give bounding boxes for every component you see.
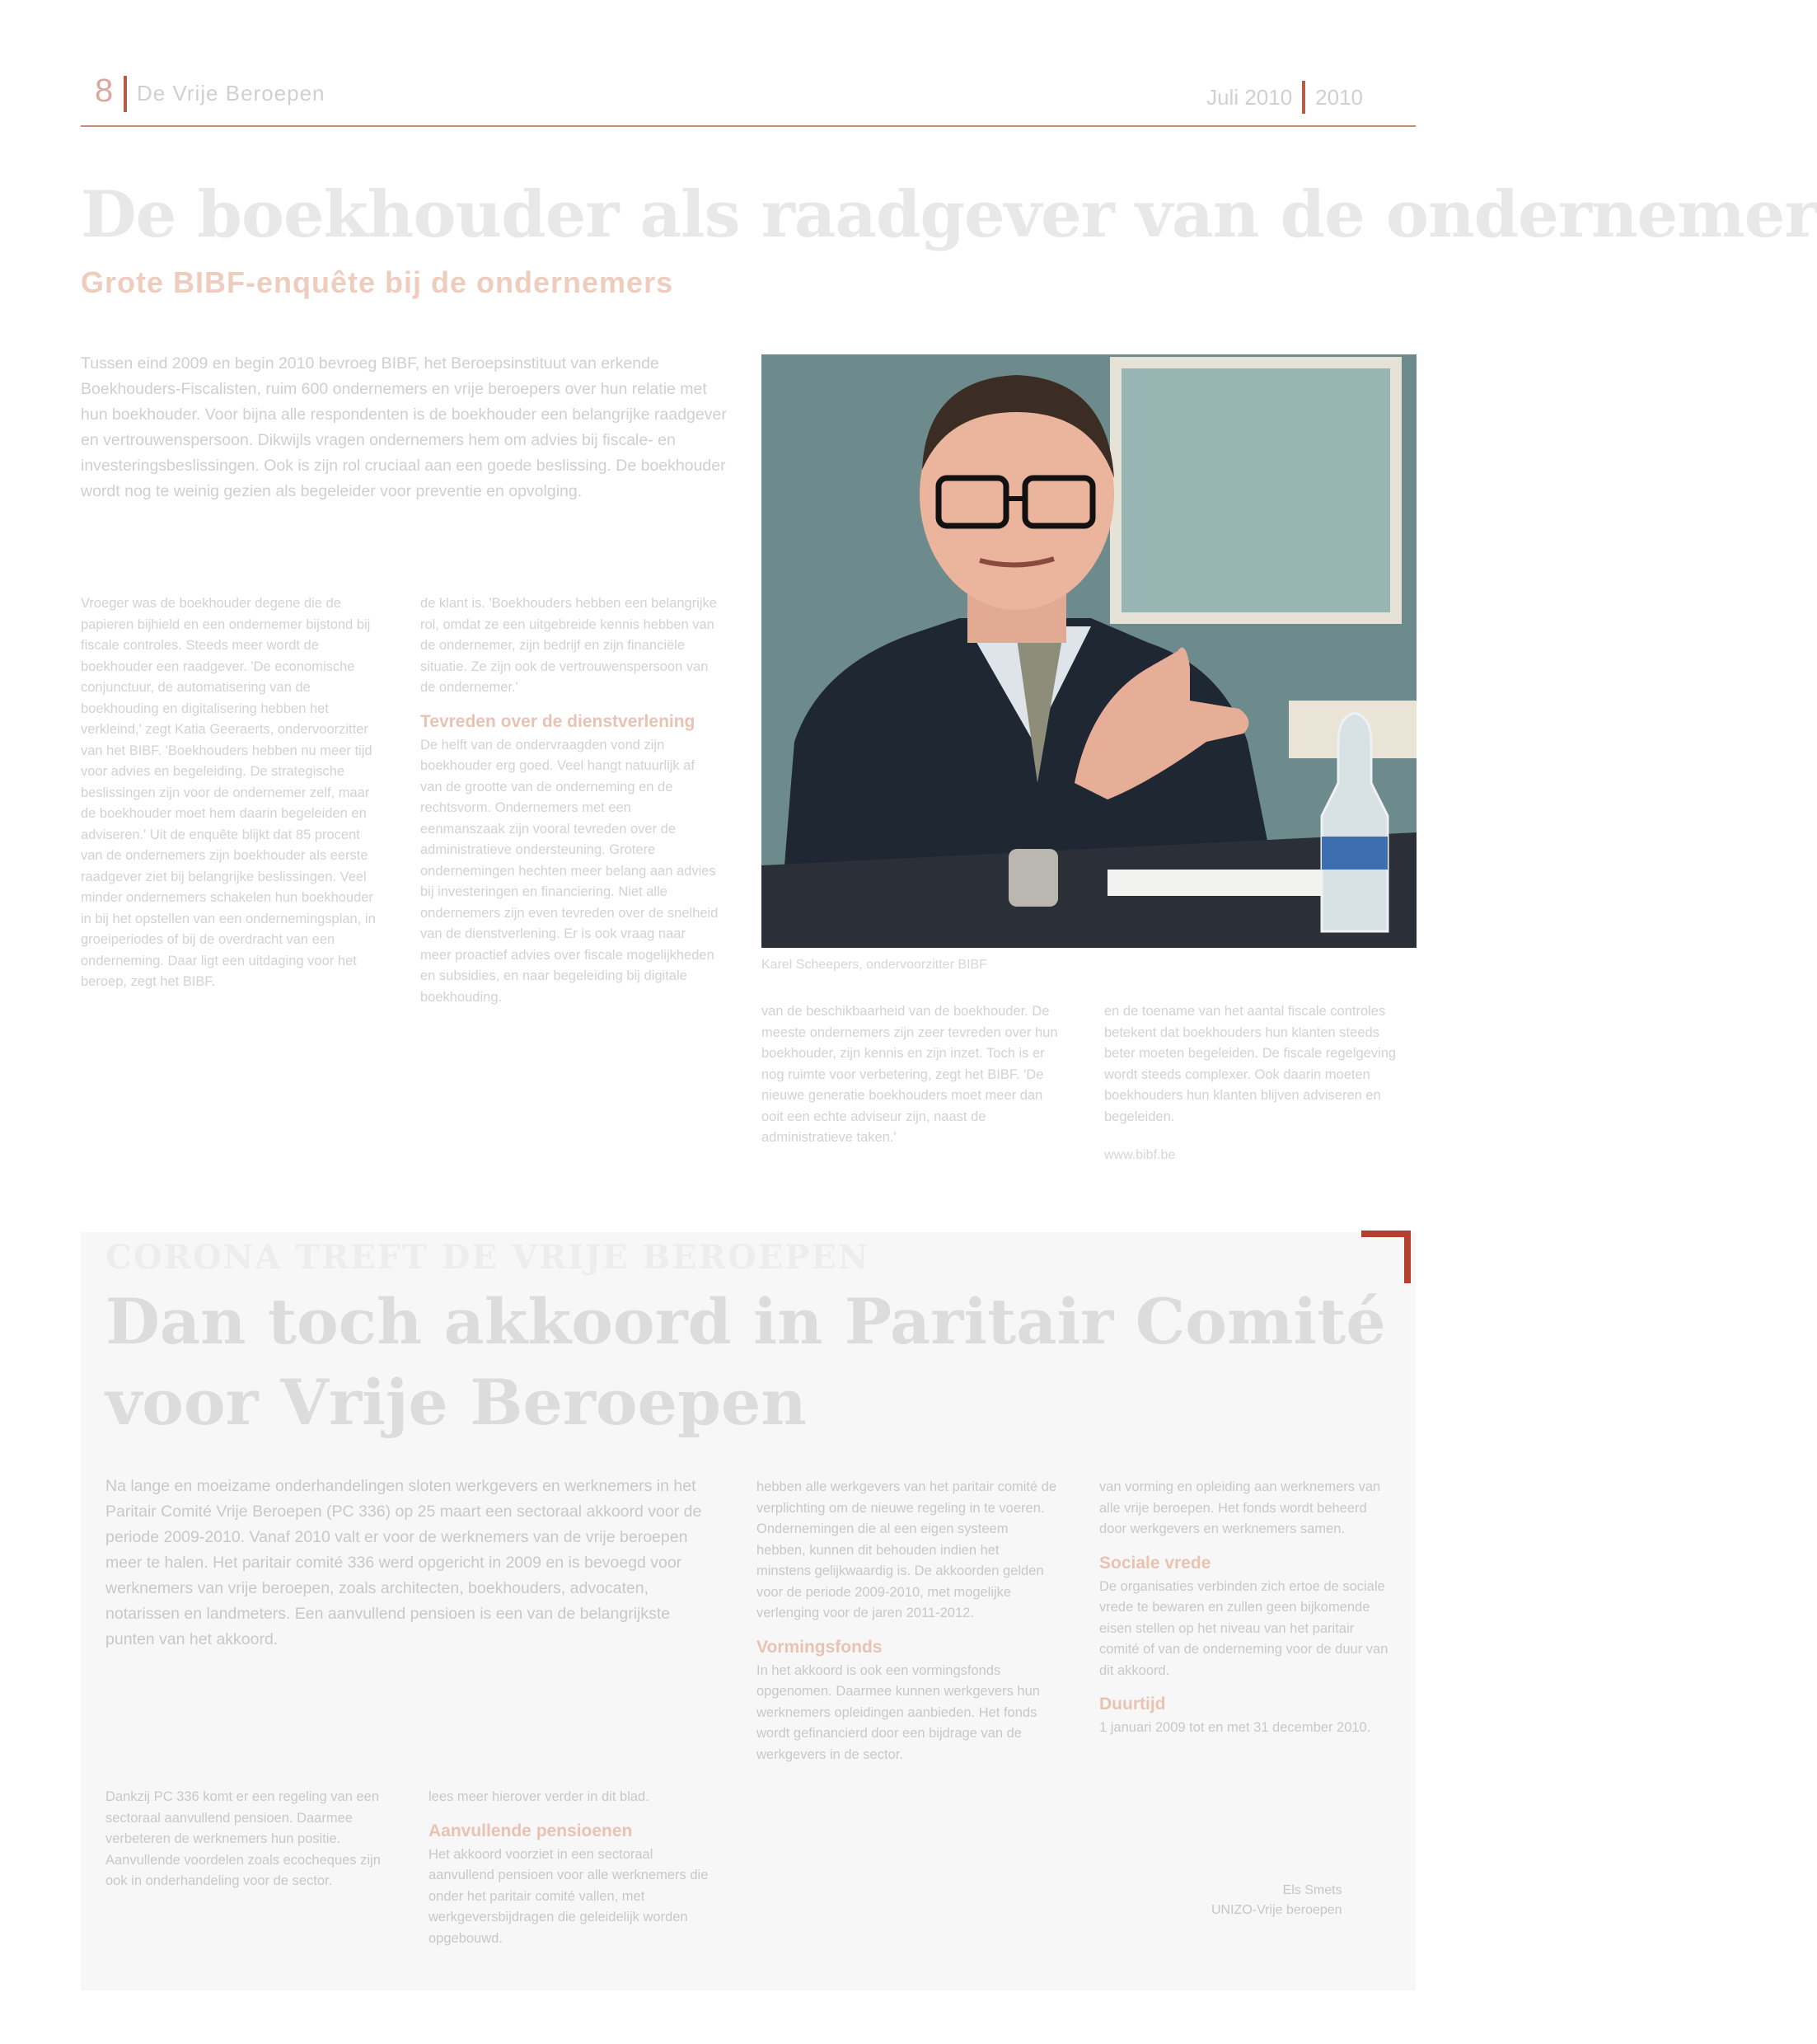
- article2-col4-body-2: 1 januari 2009 tot en met 31 december 2010.: [1099, 1720, 1371, 1735]
- photo-caption: Karel Scheepers, ondervoorzitter BIBF: [761, 958, 987, 972]
- article2-column-3: [756, 1477, 1057, 1963]
- article2-col4-body: De organisaties verbinden zich ertoe de sociale vrede te bewaren en zullen geen bijkomende eisen stellen op het niveau van het paritair comité of van de onderneming voor de duur van dit akkoord.: [1099, 1578, 1389, 1678]
- article1-column-4: [1104, 1001, 1413, 1125]
- header-divider: [124, 76, 127, 112]
- issue-date: Juli 2010: [1206, 84, 1293, 110]
- article1-title: De boekhouder als raadgever van de ondernemer: [81, 177, 1817, 252]
- article2-col3-intro: hebben alle werkgevers van het paritair comité de verplichting om de nieuwe regeling in te voeren. Ondernemingen die al een eigen systeem hebben, kunnen dit behouden indien het minstens gelijkwaardig is. De akkoorden gelden voor de periode 2009-2010, met mogelijke verlenging voor de jaren 2011-2012.: [756, 1479, 1057, 1620]
- header-rule: [81, 125, 1416, 127]
- issue-info: [1206, 81, 1363, 114]
- article2-lead: Na lange en moeizame onderhandelingen sloten werkgevers en werknemers in het Paritair Comité Vrije Beroepen (PC 336) op 25 maart een sectoraal akkoord voor de periode 2009-2010. Vanaf 2010 valt er voor de werknemers van de vrije beroepen meer te halen. Het paritair comité 336 werd opgericht in 2009 en is bevoegd voor werknemers van vrije beroepen, zoals architecten, boekhouders, advocaten, notarissen en landmeters. Een aanvullend pensioen is een van de belangrijkste punten van het akkoord.: [105, 1477, 702, 1648]
- article2-col2-subhead: Aanvullende pensioenen: [428, 1821, 633, 1840]
- article2-col1-text: Dankzij PC 336 komt er een regeling van een sectoraal aanvullend pensioen. Daarmee verbeteren de werknemers hun positie. Aanvullende voordelen zoals ecocheques zijn ook in onderhandeling voor de sector.: [105, 1789, 381, 1888]
- corner-mark-vertical: [1404, 1231, 1411, 1283]
- article2-column-1: [105, 1787, 390, 1952]
- article2-col4-subhead: Sociale vrede: [1099, 1553, 1211, 1573]
- article1-column-3: [761, 1001, 1066, 1166]
- article2-col2-intro: lees meer hierover verder in dit blad.: [428, 1789, 649, 1804]
- article2-kicker: CORONA TREFT DE VRIJE BEROEPEN: [105, 1238, 870, 1277]
- article2-col4-subhead-2: Duurtijd: [1099, 1695, 1166, 1713]
- section-name: De Vrije Beroepen: [137, 81, 325, 105]
- article1-col4-text: en de toename van het aantal fiscale controles betekent dat boekhouders hun klanten steeds beter moeten begeleiden. De fiscale regelgeving wordt steeds complexer. Ook daarin moeten boekhouders hun klanten blijven adviseren en begeleiden.: [1104, 1004, 1397, 1124]
- article2-col4-intro: van vorming en opleiding aan werknemers van alle vrije beroepen. Het fonds wordt beheerd door werkgevers en werknemers samen.: [1099, 1479, 1381, 1536]
- article2-author-org: UNIZO-Vrije beroepen: [1211, 1903, 1342, 1917]
- portrait-photo: [761, 354, 1417, 948]
- article2-col3-body: In het akkoord is ook een vormingsfonds opgenomen. Daarmee kunnen werkgevers hun werknemers opleidingen aanbieden. Het fonds wordt gefinancierd door een bijdrage van de werkgevers in de sector.: [756, 1662, 1040, 1762]
- article1-subtitle: Grote BIBF-enquête bij de ondernemers: [81, 265, 674, 299]
- article1-col2-subhead: Tevreden over de dienstverlening: [420, 711, 695, 731]
- article1-author: www.bibf.be: [1104, 1148, 1176, 1162]
- article2-column-2: [428, 1787, 713, 1952]
- portrait-illustration: [761, 354, 1417, 948]
- issue-year: 2010: [1315, 84, 1363, 110]
- article1-column-1: [81, 593, 379, 1179]
- article2-author-name: Els Smets: [1282, 1883, 1342, 1897]
- corner-mark: [1361, 1231, 1411, 1237]
- article2-column-4: [1099, 1477, 1392, 1864]
- article2-title: Dan toch akkoord in Paritair Comité voor Vrije Beroepen: [105, 1285, 1386, 1439]
- article1-lead: Tussen eind 2009 en begin 2010 bevroeg BIBF, het Beroepsinstituut van erkende Boekhouders-Fiscalisten, ruim 600 ondernemers en vrije beroepers over hun relatie met hun boekhouder. Voor bijna alle respondenten is de boekhouder een belangrijke raadgever en vertrouwenspersoon. Dikwijls vragen ondernemers hem om advies bij fiscale- en investeringsbeslissingen. Ook is zijn rol cruciaal aan een goede beslissing. De boekhouder wordt nog te weinig gezien als begeleider voor preventie en opvolging.: [81, 354, 727, 500]
- article1-col2-body: De helft van de ondervraagden vond zijn boekhouder erg goed. Veel hangt natuurlijk af van de grootte van de onderneming en de rechtsvorm. Ondernemers met een eenmanszaak zijn vooral tevreden over de administratieve ondersteuning. Grotere ondernemingen hechten meer belang aan advies bij investeringen en financiering. Niet alle ondernemers zijn even tevreden over de snelheid van de dienstverlening. Er is ook vraag naar meer proactief advies over fiscale mogelijkheden en subsidies, en naar begeleiding bij digitale boekhouding.: [420, 737, 719, 1005]
- article1-col1-text: Vroeger was de boekhouder degene die de papieren bijhield en een ondernemer bijstond bij fiscale controles. Steeds meer wordt de boekhouder een raadgever. 'De economische conjunctuur, de automatisering van de boekhouding en digitalisering hebben het verkleind,' zegt Katia Geeraerts, ondervoorzitter van het BIBF. 'Boekhouders hebben nu meer tijd voor advies en begeleiding. De strategische beslissingen zijn voor de ondernemer zelf, maar de boekhouder moet hem daarin begeleiden en adviseren.' Uit de enquête blijkt dat 85 procent van de ondernemers zijn boekhouder als eerste raadgever ziet bij belangrijke beslissingen. Veel minder ondernemers schakelen hun boekhouder in bij het opstellen van een ondernemingsplan, in groeiperiodes of bij de overdracht van een onderneming. Daar ligt een uitdaging voor het beroep, zegt het BIBF.: [81, 596, 376, 989]
- article2-col3-subhead: Vormingsfonds: [756, 1637, 883, 1657]
- article2-col2-body: Het akkoord voorziet in een sectoraal aanvullend pensioen voor alle werknemers die onder het paritair comité vallen, met werkgeversbijdragen die geleidelijk worden opgebouwd.: [428, 1846, 709, 1946]
- issue-divider: [1302, 81, 1305, 114]
- article2-author: [1211, 1881, 1342, 1920]
- article1-col3-text: van de beschikbaarheid van de boekhouder. De meeste ondernemers zijn zeer tevreden over hun boekhouder, zijn kennis en zijn inzet. Toch is er nog ruimte voor verbetering, zegt het BIBF. 'De nieuwe generatie boekhouders moet meer dan ooit een echte adviseur zijn, naast de administratieve taken.': [761, 1004, 1058, 1145]
- article1-col2-intro: de klant is. 'Boekhouders hebben een belangrijke rol, omdat ze een uitgebreide kennis hebben van de ondernemer, zijn bedrijf en zijn financiële situatie. Ze zijn ook de vertrouwenspersoon van de ondernemer.': [420, 596, 717, 695]
- page-number: 8: [95, 73, 114, 109]
- article1-column-2: [420, 593, 719, 1179]
